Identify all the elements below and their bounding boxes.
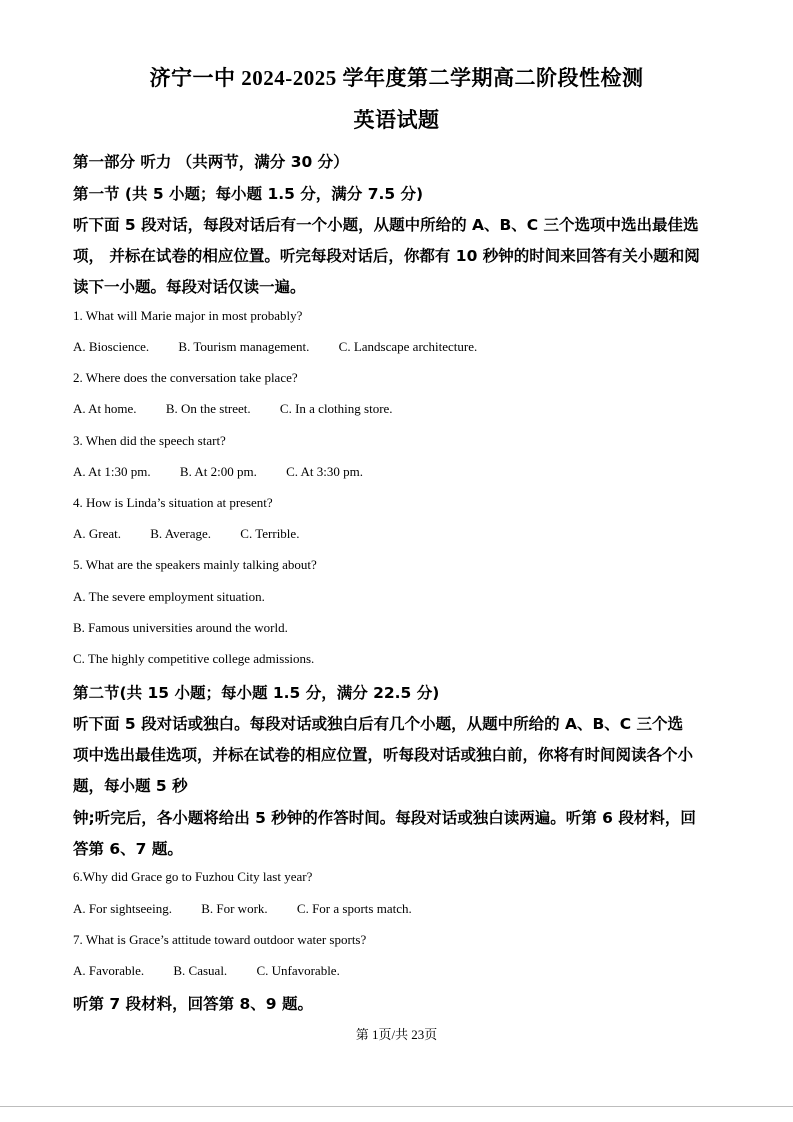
section2-instruction-line-5: 答第 6、7 题。 [73,840,183,858]
section1-instruction-line-2: 项， 并标在试卷的相应位置。听完每段对话后，你都有 10 秒钟的时间来回答有关小题和阅 [73,247,700,265]
section2-instruction-line-4: 钟;听完后，各小题将给出 5 秒钟的作答时间。每段对话或独白读两遍。听第 6 段材料，回 [73,809,696,827]
question-5-option-a: A. The severe employment situation. [73,589,265,604]
question-5-option-c: C. The highly competitive college admissions. [73,651,315,666]
section1-heading: 第一节 (共 5 小题；每小题 1.5 分，满分 7.5 分) [73,185,424,203]
option-a: A. Bioscience. [73,339,150,354]
option-b: B. Average. [150,526,212,541]
section2-instruction-line-2: 项中选出最佳选项，并标在试卷的相应位置，听每段对话或独白前，你将有时间阅读各个小 [73,746,694,764]
question-6: 6.Why did Grace go to Fuzhou City last year? [73,869,313,884]
option-a: A. At home. [73,401,137,416]
question-3: 3. When did the speech start? [73,433,226,448]
question-2: 2. Where does the conversation take place? [73,370,298,385]
question-2-options [73,401,419,417]
option-a: A. At 1:30 pm. [73,464,151,479]
section2-heading: 第二节(共 15 小题；每小题 1.5 分，满分 22.5 分) [73,684,440,702]
option-b: B. Casual. [173,963,228,978]
option-c: C. In a clothing store. [279,401,393,416]
option-a: A. Favorable. [73,963,145,978]
option-c: C. Landscape architecture. [338,339,478,354]
option-c: C. At 3:30 pm. [286,464,364,479]
question-1-options [73,339,503,355]
question-7-options [73,963,366,979]
part1-heading: 第一部分 听力 （共两节，满分 30 分） [73,153,349,171]
option-a: A. Great. [73,526,122,541]
option-b: B. On the street. [165,401,251,416]
question-4-options [73,526,325,542]
page-bottom-divider [0,1106,793,1107]
question-1: 1. What will Marie major in most probably? [73,308,303,323]
option-c: C. For a sports match. [296,901,412,916]
page-number: 第 1页/共 23页 [355,1027,438,1042]
option-c: C. Unfavorable. [256,963,340,978]
option-b: B. Tourism management. [178,339,310,354]
question-6-options [73,901,438,917]
section1-instruction-line-1: 听下面 5 段对话，每段对话后有一个小题，从题中所给的 A、B、C 三个选项中选出最佳选 [73,216,699,234]
next-material-heading: 听第 7 段材料，回答第 8、9 题。 [73,995,313,1013]
question-5-option-b: B. Famous universities around the world. [73,620,288,635]
section2-instruction-line-3: 题，每小题 5 秒 [73,777,188,795]
question-5: 5. What are the speakers mainly talking about? [73,557,317,572]
question-7: 7. What is Grace’s attitude toward outdoor water sports? [73,932,367,947]
question-4: 4. How is Linda’s situation at present? [73,495,273,510]
option-b: B. At 2:00 pm. [179,464,257,479]
option-c: C. Terrible. [240,526,300,541]
question-3-options [73,464,389,480]
exam-title: 济宁一中 2024-2025 学年度第二学期高二阶段性检测 [149,66,644,90]
section1-instruction-line-3: 读下一小题。每段对话仅读一遍。 [73,278,306,296]
option-a: A. For sightseeing. [73,901,172,916]
exam-subtitle: 英语试题 [353,108,440,132]
option-b: B. For work. [201,901,268,916]
section2-instruction-line-1: 听下面 5 段对话或独白。每段对话或独白后有几个小题，从题中所给的 A、B、C 三个选 [73,715,684,733]
